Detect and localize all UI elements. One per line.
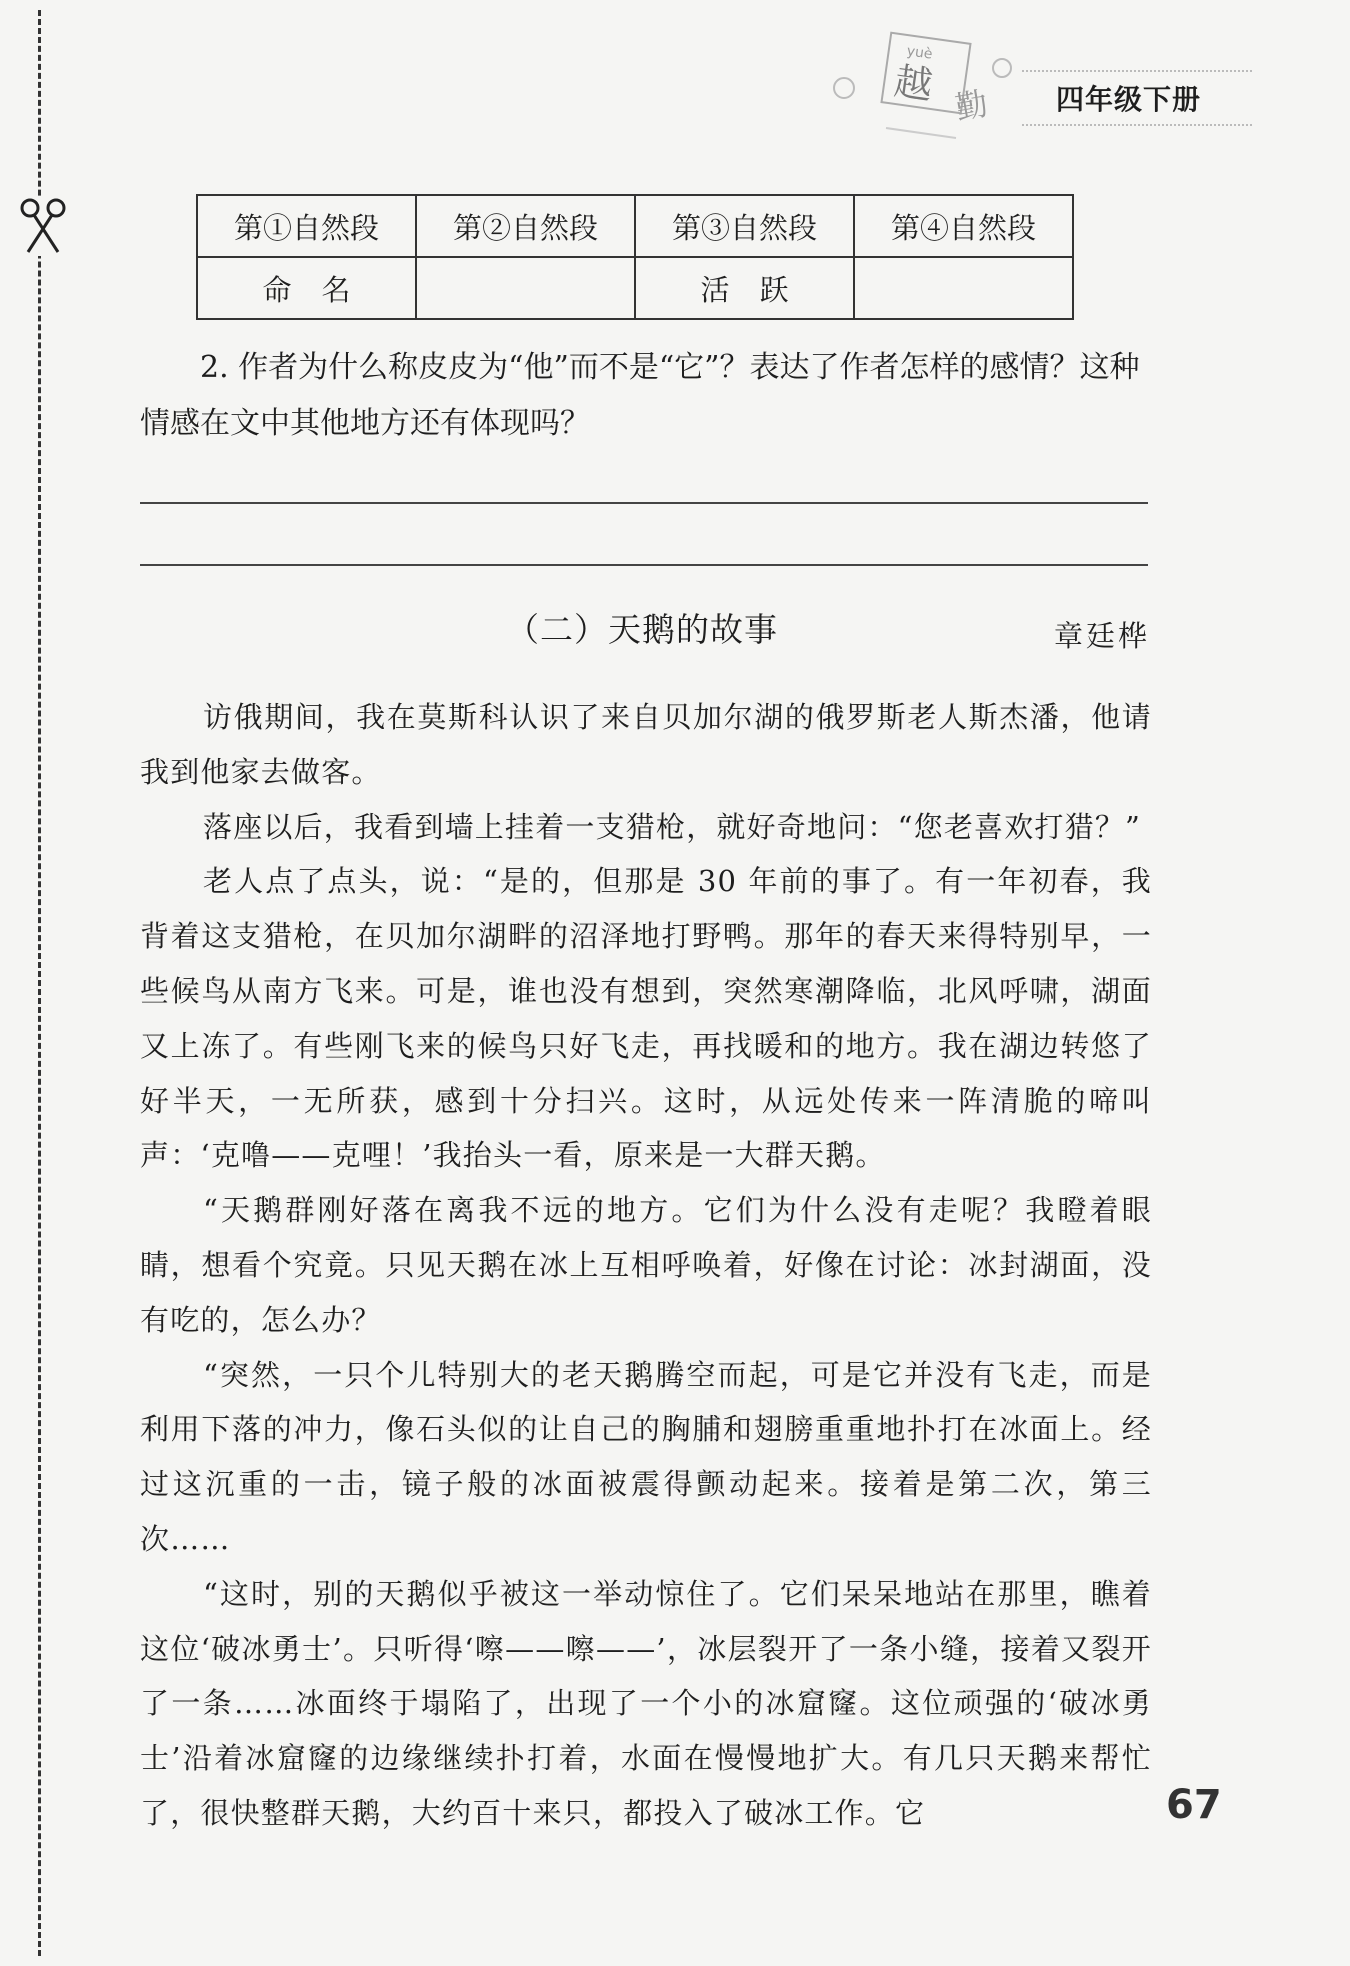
table-cell: 第②自然段 [416,195,635,257]
story-paragraph: 落座以后，我看到墙上挂着一支猎枪，就好奇地问：“您老喜欢打猎？” [203,809,1142,844]
story-paragraph: 访俄期间，我在莫斯科认识了来自贝加尔湖的俄罗斯老人斯杰潘，他请我到他家去做客。 [140,700,1152,789]
question-2: 2. 作者为什么称皮皮为“他”而不是“它”？表达了作者怎样的感情？这种情感在文中其他地方还有体现吗？ [140,350,1140,441]
table-answer-blank[interactable] [416,257,635,319]
story-paragraph: 老人点了点头，说：“是的，但那是 30 年前的事了。有一年初春，我背着这支猎枪，在贝加尔湖畔的沼泽地打野鸭。那年的春天来得特别早，一些候鸟从南方飞来。可是，谁也没有想到，突然寒潮降临，北风呼啸，湖面又上冻了。有些刚飞来的候鸟只好飞走，再找暖和的地方。我在湖边转悠了好半天，一无所获，感到十分扫兴。这时，从远处传来一阵清脆的啼叫声：‘克噜——克哩！’我抬头一看，原来是一大群天鹅。 [140,864,1152,1173]
scissors-icon [18,196,68,256]
author-name: 章廷桦 [1054,619,1151,653]
table-cell: 第④自然段 [854,195,1073,257]
table-answer-row [197,257,1073,319]
story-paragraph: “突然，一只个儿特别大的老天鹅腾空而起，可是它并没有飞走，而是利用下落的冲力，像石头似的让自己的胸脯和翅膀重重地扑打在冰面上。经过这沉重的一击，镜子般的冰面被震得颤动起来。接着是第二次，第三次…… [140,1357,1152,1556]
stamp-logo-icon [826,28,1026,148]
section-title: （二）天鹅的故事 [506,610,778,649]
table-cell: 命名 [197,257,416,319]
answer-line[interactable] [140,564,1148,566]
story-paragraph: “这时，别的天鹅似乎被这一举动惊住了。它们呆呆地站在那里，瞧着这位‘破冰勇士’。只听得‘嚓——嚓——’，冰层裂开了一条小缝，接着又裂开了一条……冰面终于塌陷了，出现了一个小的冰窟窿。这位顽强的‘破冰勇士’沿着冰窟窿的边缘继续扑打着，水面在慢慢地扩大。有几只天鹅来帮忙了，很快整群天鹅，大约百十来只，都投入了破冰工作。它 [140,1576,1152,1830]
table-cell: 第①自然段 [197,195,416,257]
svg-text:勤: 勤 [952,84,991,128]
svg-text:yuè: yuè [905,43,934,63]
svg-text:越: 越 [891,58,936,108]
table-cell: 第③自然段 [635,195,854,257]
grade-label: 四年级下册 [1056,83,1202,116]
cut-line [38,10,41,1956]
answer-line[interactable] [140,502,1148,504]
table-answer-blank[interactable] [854,257,1073,319]
story-paragraph: “天鹅群刚好落在离我不远的地方。它们为什么没有走呢？我瞪着眼睛，想看个究竟。只见天鹅在冰上互相呼唤着，好像在讨论：冰封湖面，没有吃的，怎么办？ [140,1193,1152,1337]
paragraph-table [196,194,1074,320]
table-cell: 活跃 [635,257,854,319]
page-number: 67 [1166,1782,1222,1828]
table-header-row [197,195,1073,257]
story-body [140,690,1152,1841]
